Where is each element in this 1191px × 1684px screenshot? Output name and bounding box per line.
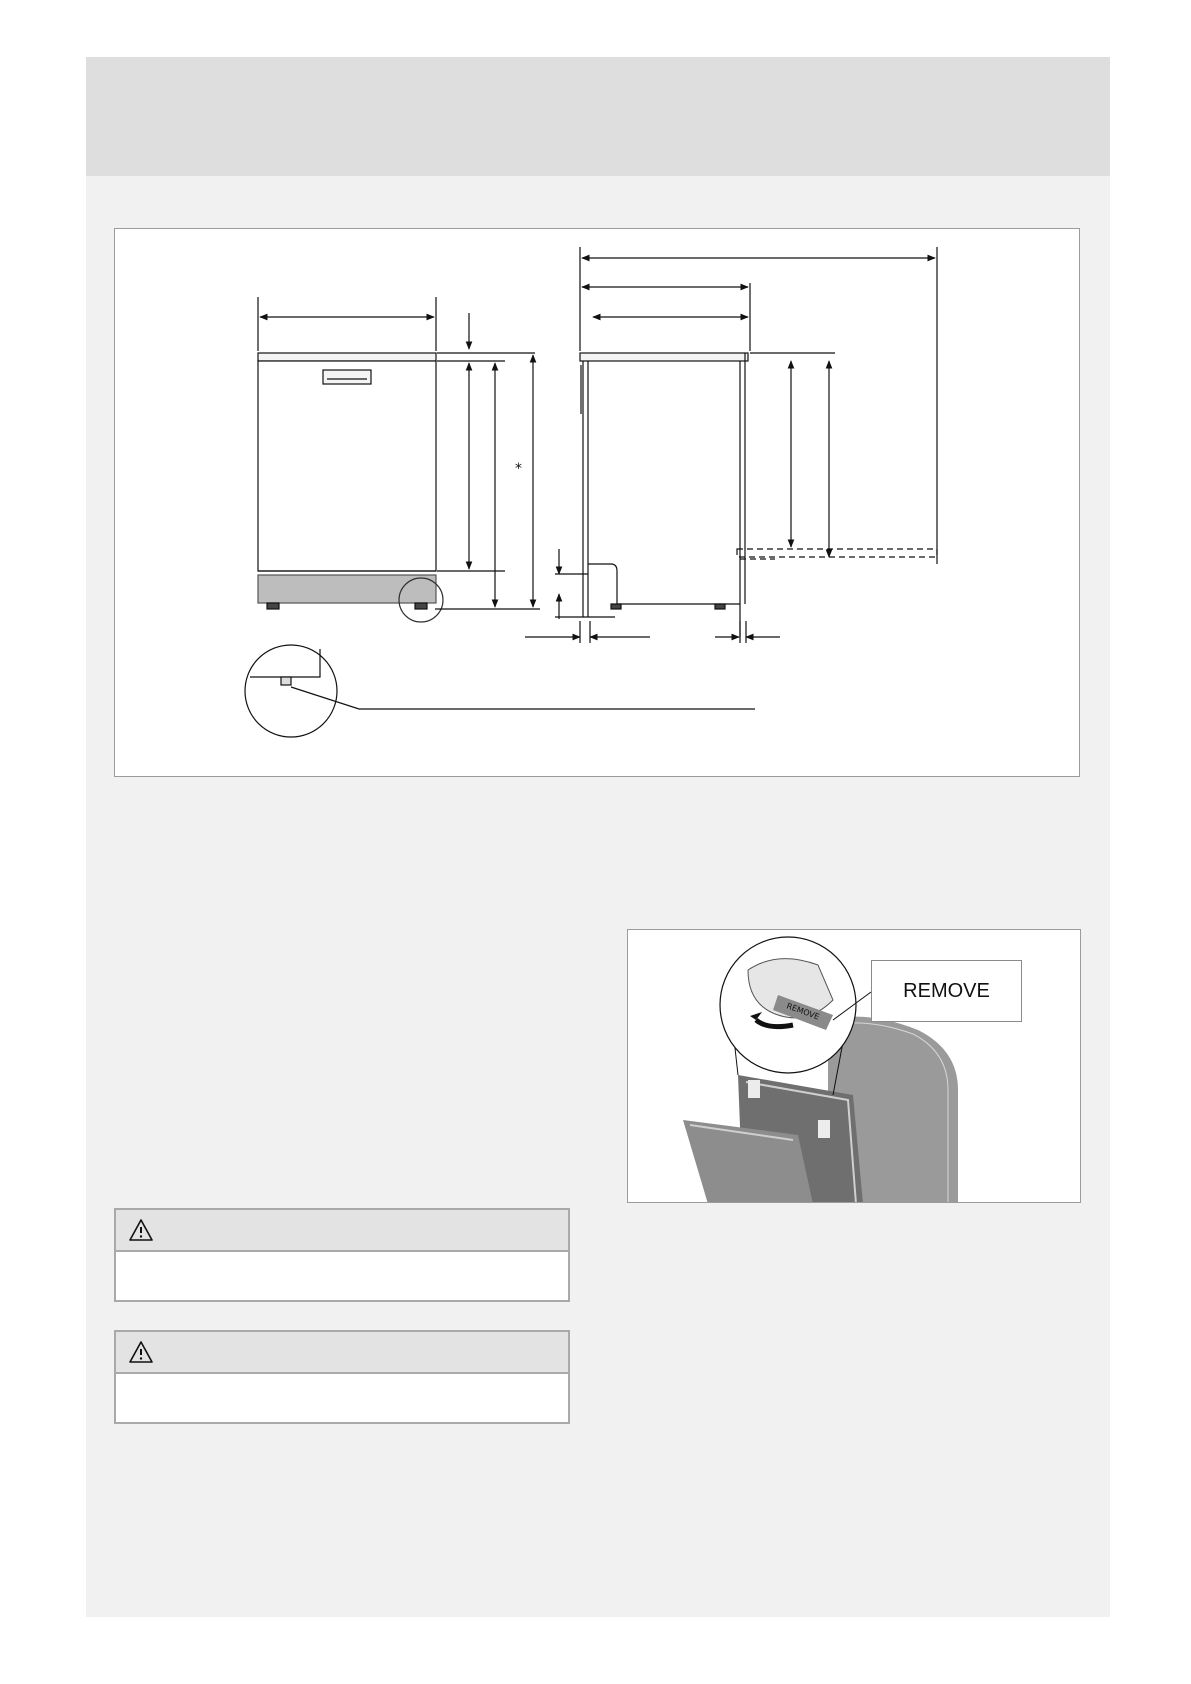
warning-header — [116, 1332, 568, 1374]
front-view — [258, 353, 443, 622]
asterisk-mark: * — [515, 461, 522, 477]
side-dimensions — [525, 247, 937, 643]
tab-label: REMOVE — [785, 1001, 821, 1022]
warning-header — [116, 1210, 568, 1252]
warning-triangle-icon — [128, 1340, 154, 1364]
header-band — [86, 57, 1110, 176]
warning-box-2 — [114, 1330, 570, 1424]
remove-label: REMOVE — [871, 960, 1022, 1022]
dimension-diagram — [114, 228, 1080, 777]
remove-illustration — [627, 929, 1081, 1203]
detail-circle — [245, 645, 755, 737]
dishwasher-dimension-drawing — [115, 229, 1081, 778]
warning-triangle-icon — [128, 1218, 154, 1242]
side-view — [580, 353, 748, 637]
warning-box-1 — [114, 1208, 570, 1302]
